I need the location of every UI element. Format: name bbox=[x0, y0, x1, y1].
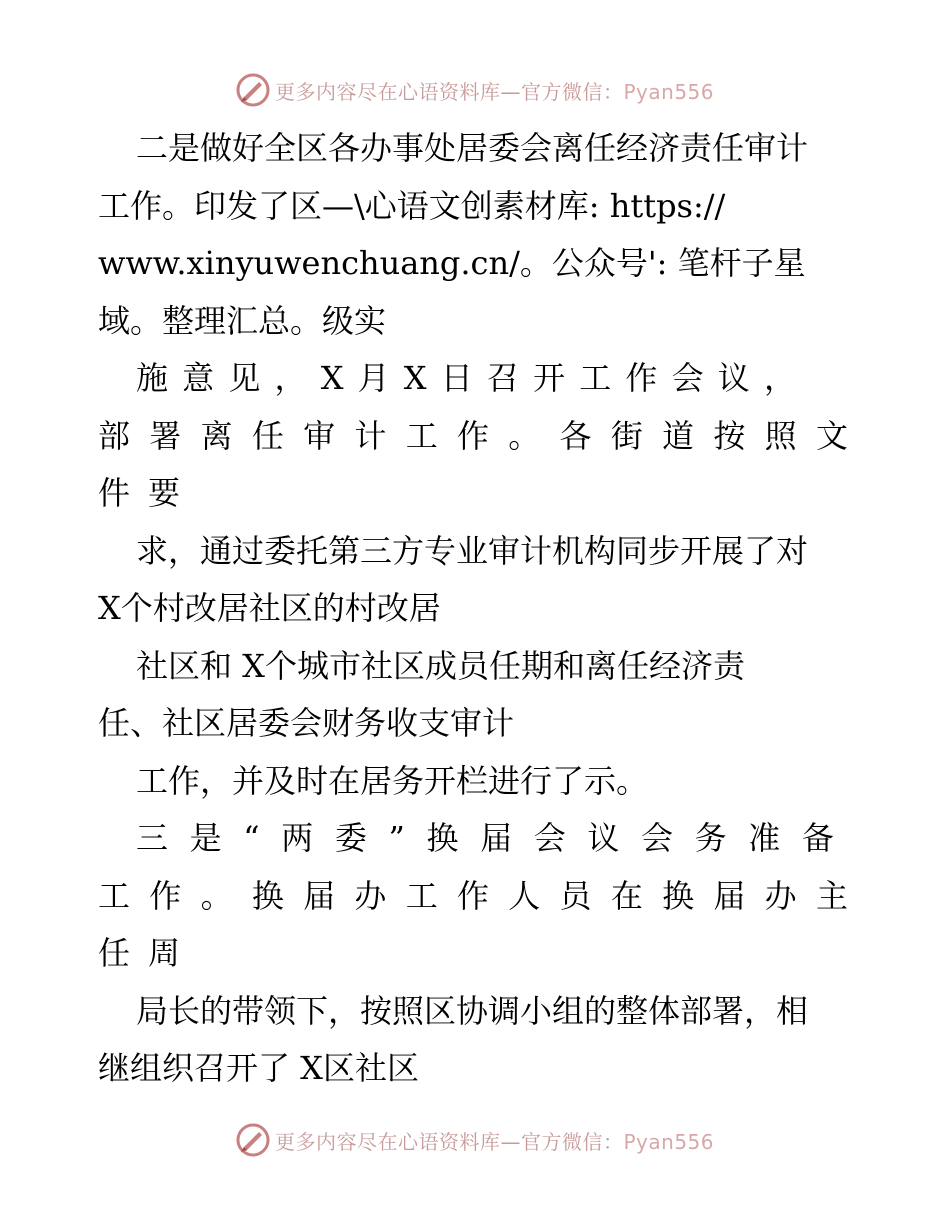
body-line-7: 件 要 bbox=[98, 474, 180, 512]
body-line-8: 求，通过委托第三方专业审计机构同步开展了对 bbox=[136, 532, 809, 570]
body-line-12: 工作，并及时在居务开栏进行了示。 bbox=[136, 762, 649, 800]
body-line-10: 社区和 X个城市社区成员任期和离任经济责 bbox=[136, 647, 745, 685]
footer-banner-text: 更多内容尽在心语资料库—官方微信：Pyan556 bbox=[275, 1129, 715, 1154]
body-line-13: 三 是 “ 两 委 ” 换 届 会 议 会 务 准 备 bbox=[136, 819, 834, 857]
body-line-1: 二是做好全区各办事处居委会离任经济责任审计 bbox=[136, 129, 809, 167]
body-line-4: 域。整理汇总。级实 bbox=[98, 302, 387, 340]
body-line-9: X个村改居社区的村改居 bbox=[98, 589, 441, 627]
footer-watermark bbox=[0, 1120, 950, 1160]
body-line-5: 施 意 见 ， X 月 X 日 召 开 工 作 会 议 ， bbox=[136, 359, 796, 397]
body-line-11: 任、社区居委会财务收支审计 bbox=[98, 704, 515, 742]
body-line-16: 局长的带领下，按照区协调小组的整体部署，相 bbox=[136, 992, 809, 1030]
body-line-17: 继组织召开了 X区社区 bbox=[98, 1049, 419, 1087]
header-watermark bbox=[0, 70, 950, 110]
body-line-3: www.xinyuwenchuang.cn/。公众号': 笔杆子星 bbox=[98, 244, 806, 282]
pen-logo-icon bbox=[235, 1122, 271, 1158]
header-banner-text: 更多内容尽在心语资料库—官方微信：Pyan556 bbox=[275, 79, 715, 104]
pen-logo-icon bbox=[235, 72, 271, 108]
body-line-6: 部 署 离 任 审 计 工 作 。 各 街 道 按 照 文 bbox=[98, 417, 848, 455]
body-line-14: 工 作 。 换 届 办 工 作 人 员 在 换 届 办 主 bbox=[98, 877, 848, 915]
body-line-15: 任 周 bbox=[98, 934, 180, 972]
body-line-2: 工作。印发了区—\心语文创素材库: https:// bbox=[98, 187, 726, 225]
